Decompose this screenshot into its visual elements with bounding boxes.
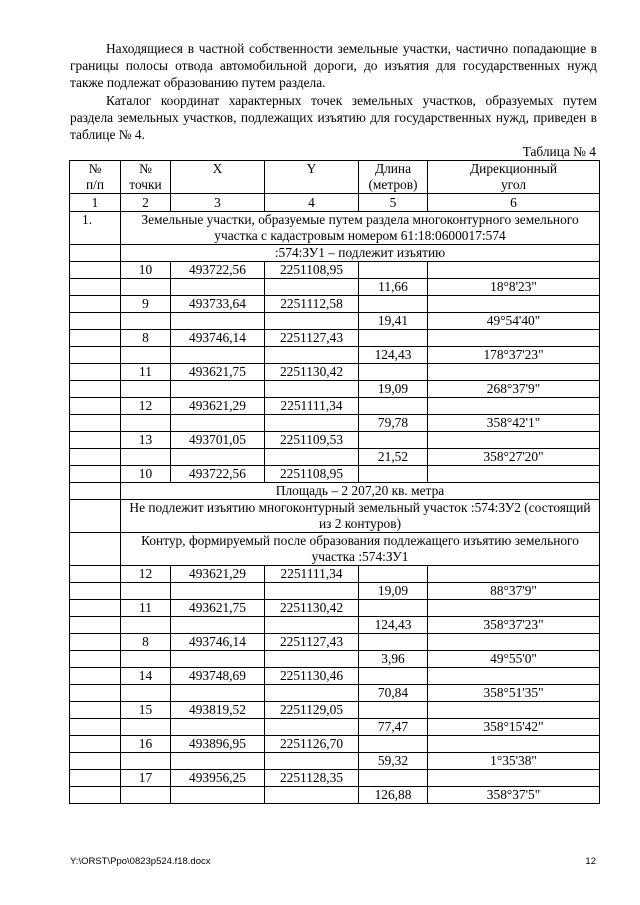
- direction-angle: 358°51'35": [428, 685, 600, 702]
- point-number: [121, 415, 171, 432]
- length-cell: [359, 330, 428, 347]
- direction-angle: 49°54'40": [428, 313, 600, 330]
- contour-text: Контур, формируемый после образования подлежащего изъятию земельного участка :574:ЗУ1: [121, 533, 600, 566]
- length-cell: [359, 600, 428, 617]
- area-text: Площадь – 2 207,20 кв. метра: [121, 483, 600, 500]
- y-coordinate: [265, 415, 359, 432]
- x-coordinate: 493733,64: [171, 296, 265, 313]
- y-coordinate: [265, 449, 359, 466]
- section-title: Земельные участки, образуемые путем раздела многоконтурного земельного участка с кадастровым номером 61:18:0600017:574: [121, 212, 600, 245]
- intro-paragraph: Находящиеся в частной собственности земельные участки, частично попадающие в границы полосы отвода автомобильной дороги, до изъятия для государственных нужд также подлежат образованию путем раздела.: [70, 41, 597, 90]
- not-subject-text: Не подлежит изъятию многоконтурный земельный участок :574:ЗУ2 (состоящий из 2 контуров): [121, 500, 600, 533]
- segment-row: [70, 787, 600, 804]
- segment-length: 70,84: [359, 685, 428, 702]
- empty-cell: [70, 651, 121, 668]
- length-cell: [359, 634, 428, 651]
- x-coordinate: [171, 279, 265, 296]
- point-number: 13: [121, 432, 171, 449]
- segment-length: 3,96: [359, 651, 428, 668]
- angle-cell: [428, 736, 600, 753]
- header-y: Y: [265, 161, 359, 194]
- x-coordinate: [171, 753, 265, 770]
- empty-cell: [70, 533, 121, 566]
- y-coordinate: [265, 719, 359, 736]
- segment-length: 21,52: [359, 449, 428, 466]
- x-coordinate: [171, 787, 265, 804]
- direction-angle: 358°15'42": [428, 719, 600, 736]
- angle-cell: [428, 668, 600, 685]
- y-coordinate: 2251126,70: [265, 736, 359, 753]
- y-coordinate: 2251130,46: [265, 668, 359, 685]
- length-cell: [359, 364, 428, 381]
- empty-cell: [70, 313, 121, 330]
- point-number: [121, 381, 171, 398]
- subsection-title: :574:ЗУ1 – подлежит изъятию: [121, 245, 600, 262]
- y-coordinate: 2251111,34: [265, 566, 359, 583]
- segment-row: [70, 279, 600, 296]
- table-caption: Таблица № 4: [522, 144, 596, 159]
- segment-length: 79,78: [359, 415, 428, 432]
- column-number: 1: [70, 194, 121, 212]
- empty-cell: [70, 702, 121, 719]
- x-coordinate: 493701,05: [171, 432, 265, 449]
- segment-length: 19,09: [359, 583, 428, 600]
- segment-row: [70, 685, 600, 702]
- angle-cell: [428, 466, 600, 483]
- empty-cell: [70, 483, 121, 500]
- y-coordinate: [265, 753, 359, 770]
- segment-row: [70, 651, 600, 668]
- subsection-row: [70, 245, 600, 262]
- point-number: 15: [121, 702, 171, 719]
- x-coordinate: 493621,75: [171, 600, 265, 617]
- empty-cell: [70, 262, 121, 279]
- point-row: [70, 566, 600, 583]
- direction-angle: 268°37'9": [428, 381, 600, 398]
- point-number: 11: [121, 364, 171, 381]
- y-coordinate: [265, 787, 359, 804]
- column-number: 3: [171, 194, 265, 212]
- empty-cell: [70, 770, 121, 787]
- length-cell: [359, 398, 428, 415]
- direction-angle: 358°37'5": [428, 787, 600, 804]
- point-row: [70, 398, 600, 415]
- segment-length: 124,43: [359, 617, 428, 634]
- segment-row: [70, 719, 600, 736]
- empty-cell: [70, 279, 121, 296]
- point-number: [121, 449, 171, 466]
- angle-cell: [428, 364, 600, 381]
- segment-length: 124,43: [359, 347, 428, 364]
- angle-cell: [428, 566, 600, 583]
- direction-angle: 178°37'23": [428, 347, 600, 364]
- y-coordinate: 2251129,05: [265, 702, 359, 719]
- angle-cell: [428, 262, 600, 279]
- point-number: 8: [121, 330, 171, 347]
- catalog-paragraph: Каталог координат характерных точек земельных участков, образуемых путем раздела земельных участков, подлежащих изъятию для государственных нужд, приведен в таблице № 4.: [70, 93, 597, 142]
- footer-page-number: 12: [585, 856, 596, 867]
- point-number: 9: [121, 296, 171, 313]
- x-coordinate: [171, 583, 265, 600]
- point-row: [70, 262, 600, 279]
- y-coordinate: 2251130,42: [265, 364, 359, 381]
- length-cell: [359, 432, 428, 449]
- point-number: 12: [121, 398, 171, 415]
- empty-cell: [70, 668, 121, 685]
- y-coordinate: [265, 347, 359, 364]
- point-row: [70, 770, 600, 787]
- direction-angle: 358°42'1": [428, 415, 600, 432]
- y-coordinate: 2251128,35: [265, 770, 359, 787]
- column-number: 4: [265, 194, 359, 212]
- segment-length: 11,66: [359, 279, 428, 296]
- angle-cell: [428, 296, 600, 313]
- empty-cell: [70, 347, 121, 364]
- y-coordinate: [265, 583, 359, 600]
- empty-cell: [70, 500, 121, 533]
- point-row: [70, 330, 600, 347]
- angle-cell: [428, 600, 600, 617]
- angle-cell: [428, 770, 600, 787]
- segment-length: 77,47: [359, 719, 428, 736]
- point-number: [121, 719, 171, 736]
- x-coordinate: 493748,69: [171, 668, 265, 685]
- footer-file-path: Y:\ORST\Ppo\0823p524.f18.docx: [70, 856, 211, 867]
- x-coordinate: 493819,52: [171, 702, 265, 719]
- empty-cell: [70, 634, 121, 651]
- empty-cell: [70, 432, 121, 449]
- column-number-row: [70, 194, 600, 212]
- header-angle: Дирекционный угол: [428, 161, 600, 194]
- point-number: [121, 787, 171, 804]
- column-number: 5: [359, 194, 428, 212]
- empty-cell: [70, 415, 121, 432]
- y-coordinate: [265, 313, 359, 330]
- contour-row: [70, 533, 600, 566]
- segment-row: [70, 449, 600, 466]
- header-point: № точки: [121, 161, 171, 194]
- header-x: X: [171, 161, 265, 194]
- length-cell: [359, 702, 428, 719]
- angle-cell: [428, 330, 600, 347]
- point-number: 10: [121, 466, 171, 483]
- angle-cell: [428, 634, 600, 651]
- point-number: [121, 753, 171, 770]
- x-coordinate: [171, 685, 265, 702]
- point-number: [121, 583, 171, 600]
- y-coordinate: 2251108,95: [265, 466, 359, 483]
- section-number: 1.: [70, 212, 121, 245]
- angle-cell: [428, 398, 600, 415]
- x-coordinate: [171, 381, 265, 398]
- empty-cell: [70, 753, 121, 770]
- direction-angle: 18°8'23": [428, 279, 600, 296]
- area-row: [70, 483, 600, 500]
- y-coordinate: [265, 651, 359, 668]
- y-coordinate: [265, 617, 359, 634]
- empty-cell: [70, 466, 121, 483]
- point-row: [70, 364, 600, 381]
- empty-cell: [70, 296, 121, 313]
- table-header-row: [70, 161, 600, 194]
- angle-cell: [428, 702, 600, 719]
- segment-row: [70, 583, 600, 600]
- coordinates-table: [69, 160, 600, 804]
- point-number: 17: [121, 770, 171, 787]
- point-row: [70, 432, 600, 449]
- y-coordinate: 2251108,95: [265, 262, 359, 279]
- x-coordinate: 493722,56: [171, 466, 265, 483]
- direction-angle: 88°37'9": [428, 583, 600, 600]
- point-row: [70, 668, 600, 685]
- segment-row: [70, 313, 600, 330]
- y-coordinate: 2251111,34: [265, 398, 359, 415]
- point-row: [70, 296, 600, 313]
- segment-row: [70, 347, 600, 364]
- header-num: № п/п: [70, 161, 121, 194]
- x-coordinate: [171, 313, 265, 330]
- empty-cell: [70, 566, 121, 583]
- y-coordinate: 2251130,42: [265, 600, 359, 617]
- point-number: [121, 685, 171, 702]
- y-coordinate: 2251109,53: [265, 432, 359, 449]
- direction-angle: 358°27'20": [428, 449, 600, 466]
- length-cell: [359, 296, 428, 313]
- segment-length: 126,88: [359, 787, 428, 804]
- length-cell: [359, 668, 428, 685]
- point-number: [121, 313, 171, 330]
- section-title-row: [70, 212, 600, 245]
- point-number: 11: [121, 600, 171, 617]
- x-coordinate: 493621,29: [171, 566, 265, 583]
- segment-row: [70, 617, 600, 634]
- empty-cell: [70, 364, 121, 381]
- point-number: 16: [121, 736, 171, 753]
- x-coordinate: 493621,75: [171, 364, 265, 381]
- empty-cell: [70, 685, 121, 702]
- segment-length: 59,32: [359, 753, 428, 770]
- point-row: [70, 600, 600, 617]
- empty-cell: [70, 381, 121, 398]
- empty-cell: [70, 787, 121, 804]
- y-coordinate: 2251127,43: [265, 330, 359, 347]
- length-cell: [359, 736, 428, 753]
- header-length: Длина (метров): [359, 161, 428, 194]
- column-number: 2: [121, 194, 171, 212]
- point-number: 12: [121, 566, 171, 583]
- empty-cell: [70, 617, 121, 634]
- segment-row: [70, 753, 600, 770]
- segment-length: 19,09: [359, 381, 428, 398]
- direction-angle: 49°55'0": [428, 651, 600, 668]
- segment-row: [70, 381, 600, 398]
- x-coordinate: [171, 347, 265, 364]
- angle-cell: [428, 432, 600, 449]
- length-cell: [359, 770, 428, 787]
- y-coordinate: [265, 685, 359, 702]
- direction-angle: 1°35'38": [428, 753, 600, 770]
- empty-cell: [70, 583, 121, 600]
- y-coordinate: [265, 279, 359, 296]
- point-number: [121, 617, 171, 634]
- not-subject-row: [70, 500, 600, 533]
- length-cell: [359, 466, 428, 483]
- empty-cell: [70, 719, 121, 736]
- segment-row: [70, 415, 600, 432]
- y-coordinate: 2251112,58: [265, 296, 359, 313]
- point-number: 14: [121, 668, 171, 685]
- empty-cell: [70, 330, 121, 347]
- empty-cell: [70, 600, 121, 617]
- x-coordinate: 493896,95: [171, 736, 265, 753]
- column-number: 6: [428, 194, 600, 212]
- point-number: 8: [121, 634, 171, 651]
- x-coordinate: [171, 719, 265, 736]
- empty-cell: [70, 398, 121, 415]
- point-row: [70, 466, 600, 483]
- x-coordinate: [171, 651, 265, 668]
- x-coordinate: 493746,14: [171, 330, 265, 347]
- length-cell: [359, 262, 428, 279]
- point-row: [70, 736, 600, 753]
- x-coordinate: 493746,14: [171, 634, 265, 651]
- y-coordinate: 2251127,43: [265, 634, 359, 651]
- point-number: 10: [121, 262, 171, 279]
- empty-cell: [70, 736, 121, 753]
- point-row: [70, 634, 600, 651]
- x-coordinate: 493956,25: [171, 770, 265, 787]
- point-number: [121, 347, 171, 364]
- y-coordinate: [265, 381, 359, 398]
- x-coordinate: 493621,29: [171, 398, 265, 415]
- direction-angle: 358°37'23": [428, 617, 600, 634]
- segment-length: 19,41: [359, 313, 428, 330]
- point-row: [70, 702, 600, 719]
- length-cell: [359, 566, 428, 583]
- x-coordinate: [171, 415, 265, 432]
- empty-cell: [70, 449, 121, 466]
- point-number: [121, 651, 171, 668]
- point-number: [121, 279, 171, 296]
- x-coordinate: [171, 617, 265, 634]
- x-coordinate: [171, 449, 265, 466]
- x-coordinate: 493722,56: [171, 262, 265, 279]
- empty-cell: [70, 245, 121, 262]
